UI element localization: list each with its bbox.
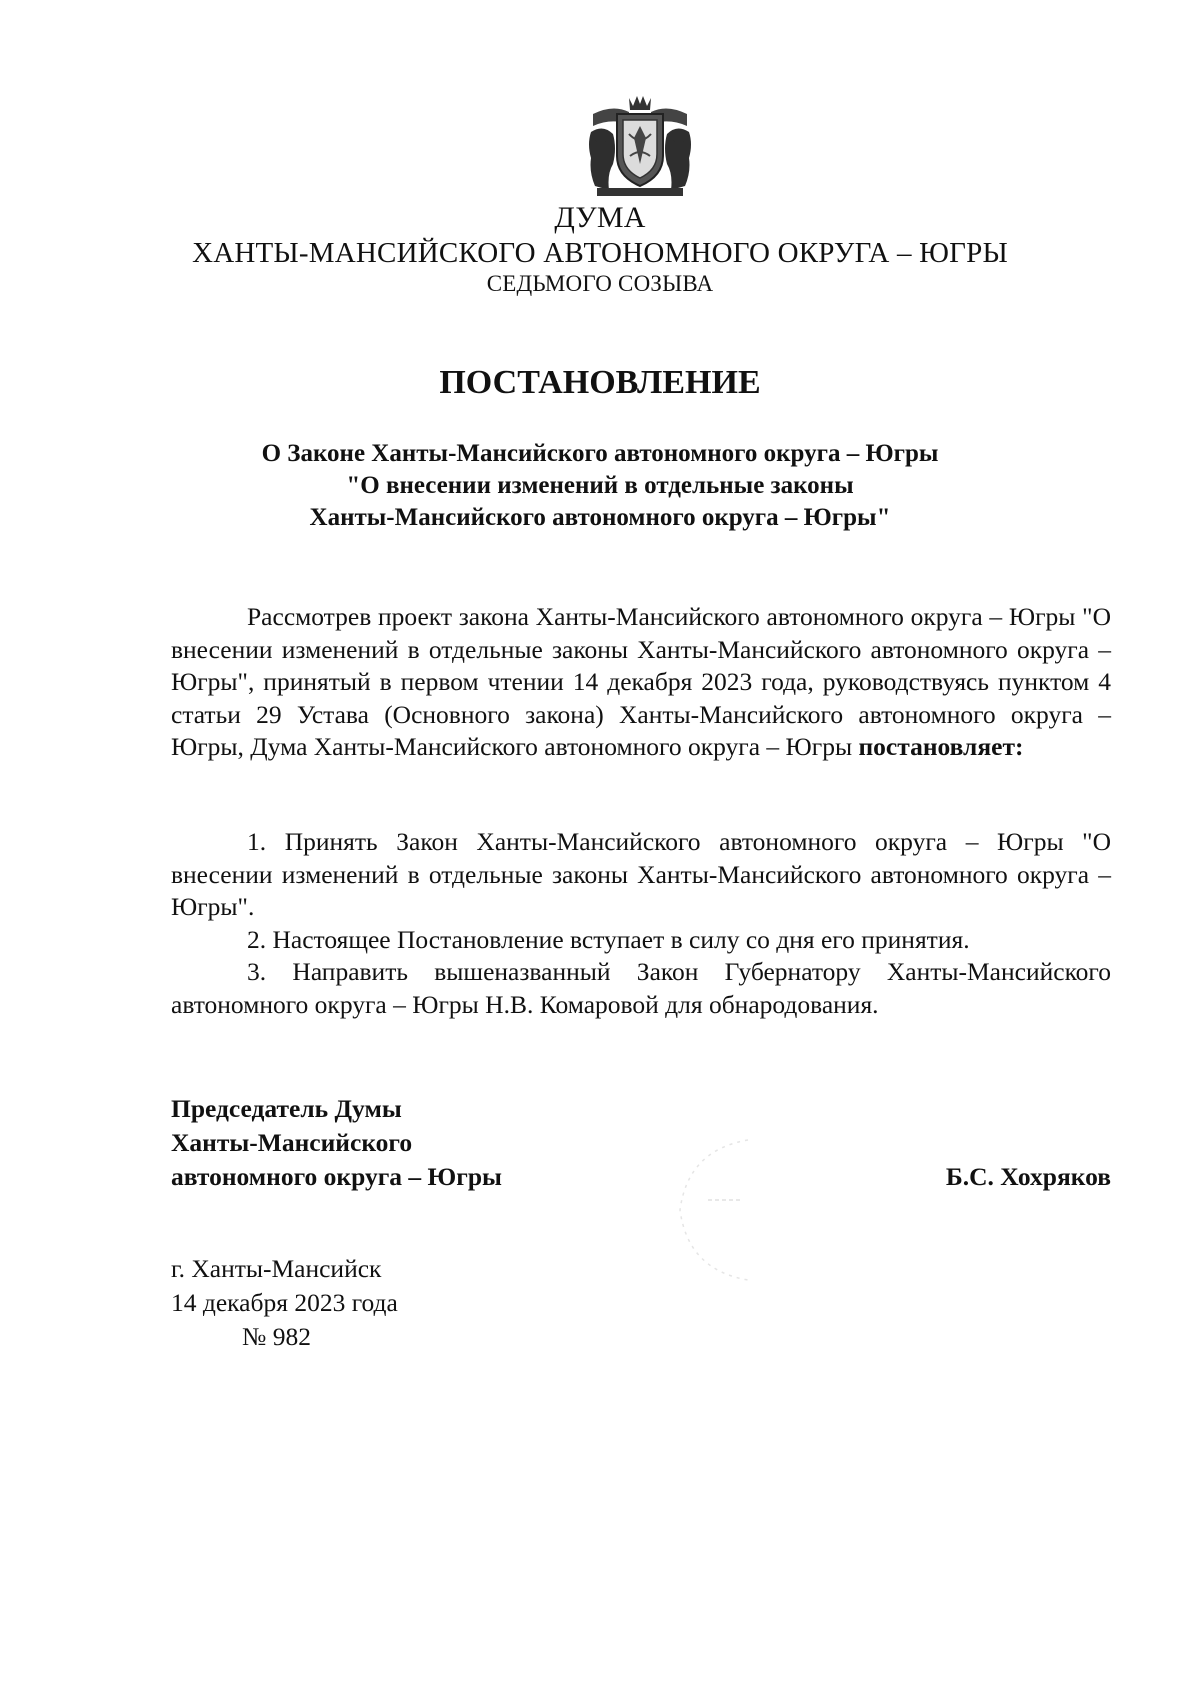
org-convocation: СЕДЬМОГО СОЗЫВА [486,271,714,296]
subject-line: "О внесении изменений в отдельные законы [346,472,854,499]
org-region: ХАНТЫ-МАНСИЙСКОГО АВТОНОМНОГО ОКРУГА – ЮГРЫ [192,237,1008,269]
document-type-heading: ПОСТАНОВЛЕНИЕ [439,364,761,401]
preamble-emphasis: постановляет: [858,732,1024,761]
signatory-position-line: автономного округа – Югры [171,1162,502,1191]
signatory-name: Б.С. Хохряков [945,1162,1111,1191]
decree-item: 2. Настоящее Постановление вступает в силу со дня его принятия. [247,924,970,954]
subject-line: Ханты-Мансийского автономного округа – Югры" [309,504,891,531]
subject-line: О Законе Ханты-Мансийского автономного округа – Югры [261,440,939,467]
document-subject [0,438,1200,534]
document-date: 14 декабря 2023 года [171,1288,398,1317]
place-city: г. Ханты-Мансийск [171,1254,382,1283]
decree-items [171,826,1111,1021]
signature-block [171,1092,1111,1194]
coat-of-arms-emblem-icon [583,94,697,198]
place-date-block [171,1252,398,1354]
preamble-paragraph [171,601,1111,764]
signatory-position-line: Ханты-Мансийского [171,1128,413,1157]
stamp-trace-icon [668,1130,758,1290]
org-title: ДУМА [554,201,646,234]
decree-item: 3. Направить вышеназванный Закон Губернатору Ханты-Мансийского автономного округа – Югры Н.В. Комаровой для обнародования. [171,957,1111,1019]
signatory-position-line: Председатель Думы [171,1094,402,1123]
document-number: № 982 [242,1322,311,1351]
preamble-text: Рассмотрев проект закона Ханты-Мансийского автономного округа – Югры "О внесении изменений в отдельные законы Ханты-Мансийского автономного округа – Югры", принятый в первом чтении 14 декабря 2023 года, руководствуясь пунктом 4 статьи 29 Устава (Основного закона) Ханты-Мансийского автономного округа – Югры, Дума Ханты-Мансийского автономного округа – Югры [171,602,1111,761]
decree-item: 1. Принять Закон Ханты-Мансийского автономного округа – Югры "О внесении изменений в отдельные законы Ханты-Мансийского автономного округа – Югры". [171,827,1111,921]
